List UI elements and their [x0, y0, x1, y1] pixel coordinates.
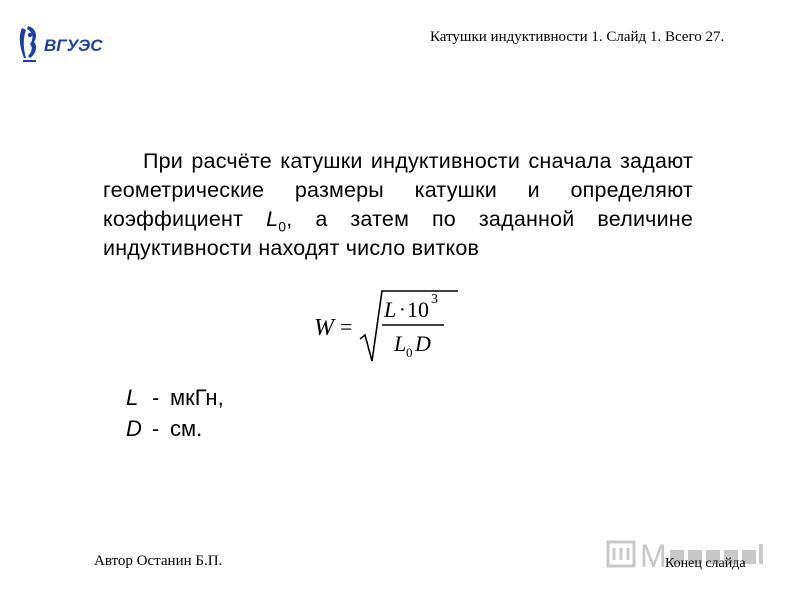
- body-paragraph: [103, 147, 693, 263]
- unit-row-L: [126, 382, 224, 413]
- logo-text: ВГУЭС: [44, 36, 103, 55]
- end-of-slide-link[interactable]: Конец слайда: [665, 556, 746, 571]
- unit-symbol: L: [126, 385, 139, 410]
- formula-num-dot: ·: [399, 299, 406, 321]
- formula-num-exp: 3: [431, 292, 438, 307]
- slide-header-title: Катушки индуктивности 1. Слайд 1. Всего 27.: [430, 29, 725, 45]
- paragraph-text-part1: При расчёте катушки индуктивности сначала задают геометрические размеры катушки и определяют коэффициент: [103, 149, 693, 231]
- formula-num-base: 10: [407, 297, 429, 322]
- unit-row-D: [126, 413, 224, 444]
- unit-symbol: D: [126, 416, 142, 441]
- unit-value: мкГн,: [170, 385, 224, 410]
- formula-den-sub: 0: [406, 345, 413, 360]
- formula-den-L: L: [394, 331, 407, 356]
- formula-equals: =: [340, 314, 353, 339]
- unit-dash: -: [152, 416, 160, 441]
- formula-num-L: L: [384, 297, 397, 322]
- watermark-letter: M: [640, 538, 667, 572]
- units-legend: [126, 382, 224, 444]
- logo-emblem: [20, 26, 36, 62]
- vgues-logo: [14, 22, 114, 66]
- coef-symbol: L: [266, 207, 279, 231]
- unit-dash: -: [152, 385, 160, 410]
- author-credit: Автор Останин Б.П.: [94, 553, 223, 569]
- turns-formula: [310, 285, 460, 370]
- paragraph-text-part2: , а затем по заданной величине индуктивности находят число витков: [103, 207, 694, 260]
- formula-lhs: W: [314, 315, 334, 341]
- coef-subscript: 0: [278, 218, 287, 235]
- unit-value: см.: [170, 416, 203, 441]
- formula-den-D: D: [415, 331, 431, 356]
